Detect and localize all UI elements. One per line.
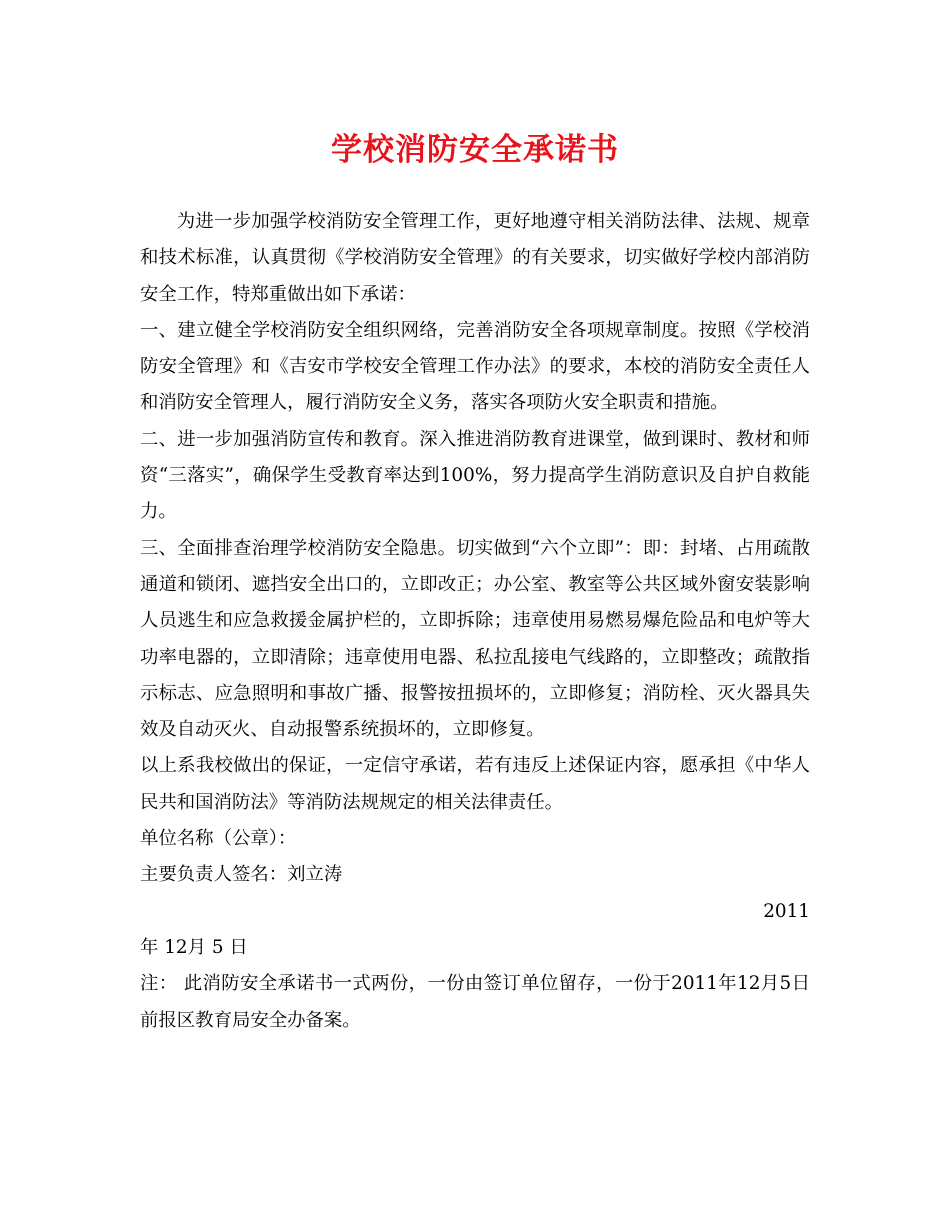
- date-year: 2011: [763, 900, 810, 922]
- intro-paragraph: 为进一步加强学校消防安全管理工作，更好地遵守相关消防法律、法规、规章和技术标准，认真贯彻《学校消防安全管理》的有关要求，切实做好学校内部消防安全工作，特郑重做出如下承诺：: [140, 211, 810, 305]
- commitment-item-3: 三、全面排查治理学校消防安全隐患。切实做到“六个立即”：即：封堵、占用疏散通道和锁闭、遮挡安全出口的，立即改正；办公室、教室等公共区域外窗安装影响人员逃生和应急救援金属护栏的，立即拆除；违章使用易燃易爆危险品和电炉等大功率电器的，立即清除；违章使用电器、私拉乱接电气线路的，立即整改；疏散指示标志、应急照明和事故广播、报警按扭损坏的，立即修复；消防栓、灭火器具失效及自动灭火、自动报警系统损坏的，立即修复。: [140, 537, 810, 741]
- date-month-day: 年 12月 5 日: [140, 936, 248, 958]
- document-body: [140, 204, 810, 1039]
- commitment-item-1: 一、建立健全学校消防安全组织网络，完善消防安全各项规章制度。按照《学校消防安全管理》和《吉安市学校安全管理工作办法》的要求，本校的消防安全责任人和消防安全管理人，履行消防安全义务，落实各项防火安全职责和措施。: [140, 319, 810, 414]
- signer-line: 主要负责人签名：刘立涛: [140, 864, 343, 886]
- unit-name-line: 单位名称（公章）：: [140, 828, 297, 850]
- document-title: 学校消防安全承诺书: [331, 132, 619, 168]
- commitment-item-2: 二、进一步加强消防宣传和教育。深入推进消防教育进课堂，做到课时、教材和师资“三落实”，确保学生受教育率达到100%，努力提高学生消防意识及自护自救能力。: [140, 428, 810, 523]
- guarantee-paragraph: 以上系我校做出的保证，一定信守承诺，若有违反上述保证内容，愿承担《中华人民共和国消防法》等消防法规规定的相关法律责任。: [140, 755, 810, 813]
- note-paragraph: 注： 此消防安全承诺书一式两份，一份由签订单位留存，一份于2011年12月5日前报区教育局安全办备案。: [140, 973, 810, 1031]
